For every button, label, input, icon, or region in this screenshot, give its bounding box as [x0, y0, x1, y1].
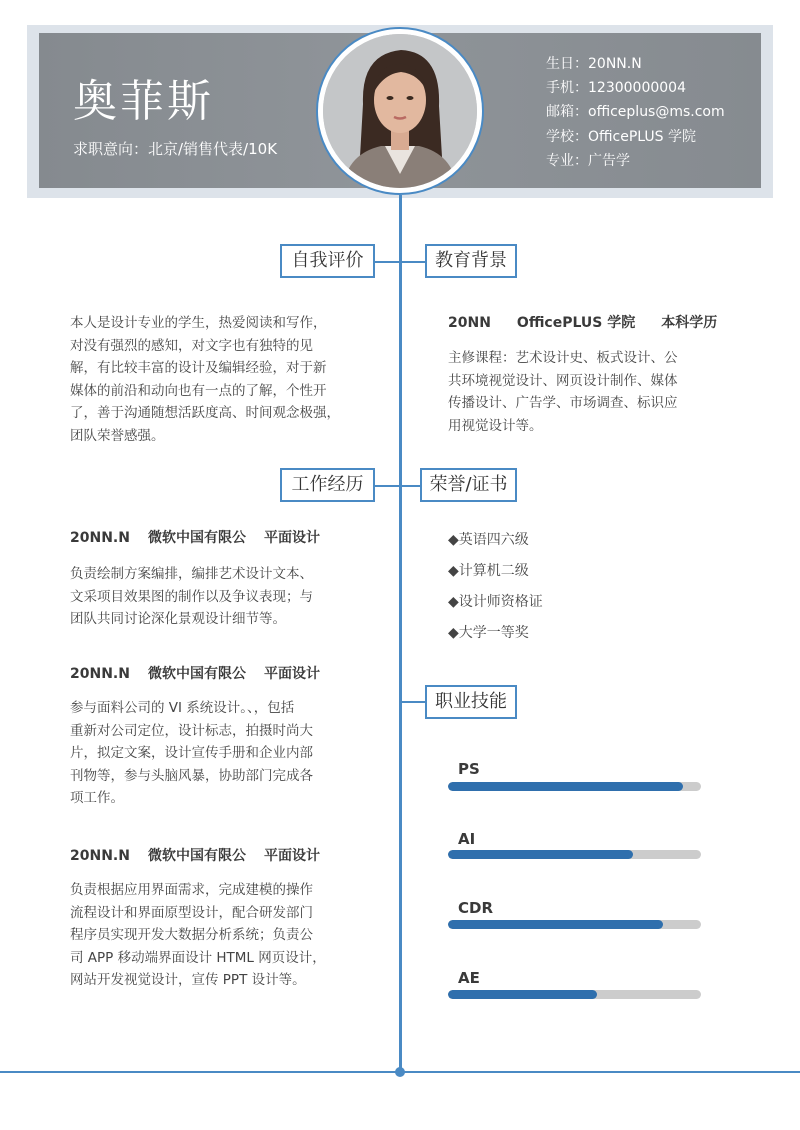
info-birthday: 生日：20NN.N: [546, 56, 642, 72]
skill-ae-bar: [448, 990, 701, 999]
connector-skills: [400, 701, 425, 703]
education-school: OfficePLUS 学院: [516, 315, 636, 331]
profile-photo: [323, 34, 477, 188]
portrait-illustration: [323, 34, 477, 188]
skill-cdr-fill: [448, 920, 663, 929]
skill-ps-label: PS: [458, 760, 480, 778]
info-major: 专业：广告学: [546, 152, 630, 169]
honor-item: ◆计算机二级: [448, 563, 529, 579]
info-email: 邮箱：officeplus@ms.com: [546, 104, 725, 121]
education-year: 20NN: [448, 315, 491, 331]
education-degree: 本科学历: [661, 315, 718, 331]
connector-work-honors: [375, 485, 425, 487]
skill-cdr-bar: [448, 920, 701, 929]
info-phone: 手机：12300000004: [546, 80, 686, 97]
skill-ae-label: AE: [458, 969, 480, 987]
connector-self-edu: [375, 261, 425, 263]
skill-cdr-label: CDR: [458, 899, 494, 917]
section-honors: 荣誉/证书: [420, 468, 517, 502]
skill-ae-fill: [448, 990, 597, 999]
personal-info-list: [546, 52, 725, 173]
info-school: 学校：OfficePLUS 学院: [546, 128, 696, 145]
honor-item: ◆设计师资格证: [448, 594, 543, 610]
education-heading: [448, 312, 717, 332]
self-evaluation-text: 本人是设计专业的学生，热爱阅读和写作， 对没有强烈的感知，对文字也有独特的见 解，有比较丰富的设计及编辑经验，对于新 媒体的前沿和动向也有一点的了解，个性开 了，善于沟通随想活跃度高、时间观念极强， 团队荣誉感强。: [70, 315, 340, 444]
job-3-heading: 20NN.N 微软中国有限公 平面设计: [70, 848, 320, 864]
candidate-name: 奥菲斯: [73, 76, 214, 127]
skill-ps-bar: [448, 782, 701, 791]
section-work-experience: 工作经历: [280, 468, 375, 502]
skill-ai-bar: [448, 850, 701, 859]
timeline-end-dot: [395, 1067, 405, 1077]
job-intent: 求职意向：北京/销售代表/10K: [73, 140, 278, 158]
job-1-heading: 20NN.N 微软中国有限公 平面设计: [70, 530, 320, 546]
education-courses: 主修课程：艺术设计史、板式设计、公 共环境视觉设计、网页设计制作、媒体 传播设计、广告学、市场调查、标识应 用视觉设计等。: [448, 350, 678, 434]
honor-item: ◆大学一等奖: [448, 625, 529, 641]
job-3-description: 负责根据应用界面需求，完成建模的操作 流程设计和界面原型设计，配合研发部门 程序员实现开发大数据分析系统；负责公 司 APP 移动端界面设计 HTML 网页设计， 网站开发视觉设计，宣传 PPT 设计等。: [70, 882, 326, 988]
skill-ai-fill: [448, 850, 633, 859]
section-self-evaluation: 自我评价: [280, 244, 375, 278]
skill-ps-fill: [448, 782, 683, 791]
timeline-vertical-line: [399, 195, 402, 1073]
job-2-description: 参与面料公司的 VI 系统设计。、，包括 重新对公司定位，设计标志，拍摄时尚大 片，拟定文案，设计宣传手册和企业内部 刊物等，参与头脑风暴，协助部门完成各 项工作。: [70, 700, 313, 806]
section-skills: 职业技能: [425, 685, 517, 719]
job-2-heading: 20NN.N 微软中国有限公 平面设计: [70, 666, 320, 682]
job-1-description: 负责绘制方案编排，编排艺术设计文本、 文采项目效果图的制作以及争议表现；与 团队共同讨论深化景观设计细节等。: [70, 566, 313, 627]
honor-item: ◆英语四六级: [448, 532, 529, 548]
skill-ai-label: AI: [458, 830, 476, 848]
section-education: 教育背景: [425, 244, 517, 278]
